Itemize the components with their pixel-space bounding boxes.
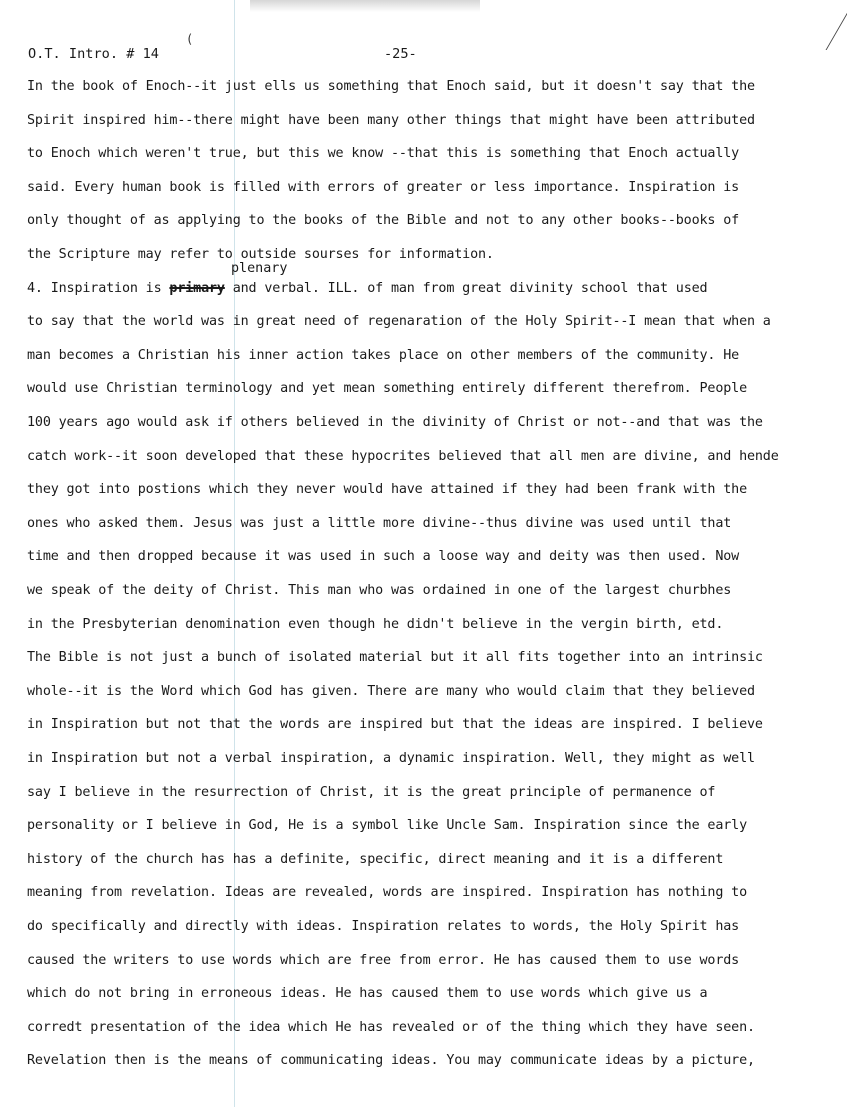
text-line: whole--it is the Word which God has given. There are many who would claim that they believed — [27, 683, 755, 699]
text-line: said. Every human book is filled with errors of greater or less importance. Inspiration is — [27, 179, 740, 195]
text-line: personality or I believe in God, He is a symbol like Uncle Sam. Inspiration since the early — [27, 818, 747, 834]
pen-tick-mark: ( — [186, 32, 194, 46]
text-line: which do not bring in erroneous ideas. He has caused them to use words which give us a — [27, 986, 708, 1002]
text-line: they got into postions which they never would have attained if they had been frank with the — [27, 482, 747, 498]
text-line: history of the church has has a definite, specific, direct meaning and it is a different — [27, 851, 724, 867]
handwritten-insert: plenary — [231, 261, 288, 276]
text-line: in Inspiration but not a verbal inspiration, a dynamic inspiration. Well, they might as well — [27, 751, 755, 766]
text-line: meaning from revelation. Ideas are revealed, words are inspired. Inspiration has nothing to — [27, 885, 747, 901]
para4-before: 4. Inspiration is — [27, 280, 170, 296]
text-line: only thought of as applying to the books of the Bible and not to any other books--books of — [27, 213, 740, 229]
page-header — [28, 32, 827, 62]
text-line: man becomes a Christian his inner action takes place on other members of the community. He — [27, 347, 740, 363]
text-line: in the Presbyterian denomination even though he didn't believe in the vergin birth, etd. — [27, 616, 724, 632]
text-line: 100 years ago would ask if others believed in the divinity of Christ or not--and that was the — [27, 415, 763, 430]
text-line: catch work--it soon developed that these hypocrites believed that all men are divine, and hende — [27, 448, 779, 464]
text-line: ones who asked them. Jesus was just a little more divine--thus divine was used until that — [27, 515, 732, 531]
text-line: corredt presentation of the idea which He has revealed or of the thing which they have seen. — [27, 1019, 755, 1035]
text-line: say I believe in the resurrection of Christ, it is the great principle of permanence of — [27, 784, 716, 800]
top-smudge — [250, 0, 480, 12]
text-line: we speak of the deity of Christ. This man who was ordained in one of the largest churbhes — [27, 583, 732, 598]
paragraph-4-line — [27, 279, 707, 299]
text-line: caused the writers to use words which are free from error. He has caused them to use words — [27, 952, 740, 968]
text-line: to Enoch which weren't true, but this we know --that this is something that Enoch actually — [27, 146, 740, 162]
text-line: in Inspiration but not that the words are inspired but that the ideas are inspired. I believe — [27, 717, 763, 733]
text-line: Revelation then is the means of communicating ideas. You may communicate ideas by a picture, — [27, 1053, 755, 1069]
para4-after: and verbal. ILL. of man from great divinity school that used — [224, 280, 708, 296]
struck-word: primary — [169, 280, 225, 296]
text-line: would use Christian terminology and yet mean something entirely different therefrom. People — [27, 381, 747, 397]
text-line: to say that the world was in great need of regenaration of the Holy Spirit--I mean that when a — [27, 314, 771, 330]
text-line: The Bible is not just a bunch of isolated material but it all fits together into an intrinsic — [27, 650, 763, 666]
text-line: time and then dropped because it was used in such a loose way and deity was then used. Now — [27, 549, 740, 565]
page-number: -25- — [384, 46, 417, 62]
text-line: In the book of Enoch--it just ells us something that Enoch said, but it doesn't say that the — [27, 79, 755, 94]
text-line: the Scripture may refer to outside sourses for information. — [27, 247, 494, 262]
text-line: do specifically and directly with ideas. Inspiration relates to words, the Holy Spirit has — [27, 919, 740, 934]
text-line: Spirit inspired him--there might have been many other things that might have been attributed — [27, 112, 755, 128]
course-label: O.T. Intro. # 14 — [28, 46, 159, 62]
